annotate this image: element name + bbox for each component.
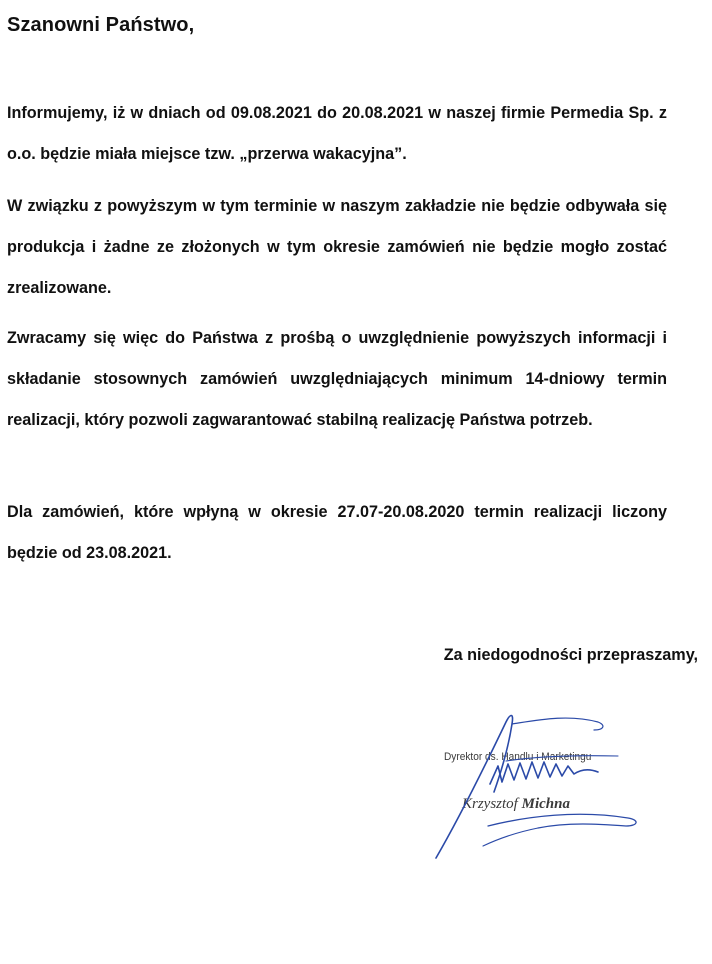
paragraph-production-pause: W związku z powyższym w tym terminie w naszym zakładzie nie będzie odbywała się produkcja i żadne ze złożonych w tym okresie zamówień nie będzie mogło zostać zrealizowane. <box>7 197 667 297</box>
signature-title: Dyrektor ds. Handlu i Marketingu <box>444 751 592 763</box>
letter-greeting: Szanowni Państwo, <box>7 14 195 36</box>
paragraph-order-request: Zwracamy się więc do Państwa z prośbą o uwzględnienie powyższych informacji i składanie stosownych zamówień uwzględniających minimum 14-dniowy termin realizacji, który pozwoli zagwarantować stabilną realizację Państwa potrzeb. <box>7 329 667 429</box>
closing-apology: Za niedogodności przepraszamy, <box>443 646 698 664</box>
paragraph-order-deadline: Dla zamówień, które wpłyną w okresie 27.07-20.08.2020 termin realizacji liczony będzie od 23.08.2021. <box>7 503 667 562</box>
handwritten-signature <box>428 700 658 870</box>
signature-first-name: Krzysztof <box>462 796 518 812</box>
signature-ink <box>436 716 636 859</box>
signature-block <box>428 700 658 870</box>
signature-last-name: Michna <box>521 796 570 812</box>
paragraph-holiday-break: Informujemy, iż w dniach od 09.08.2021 do 20.08.2021 w naszej firmie Permedia Sp. z o.o. będzie miała miejsce tzw. „przerwa wakacyjna”. <box>7 104 667 163</box>
